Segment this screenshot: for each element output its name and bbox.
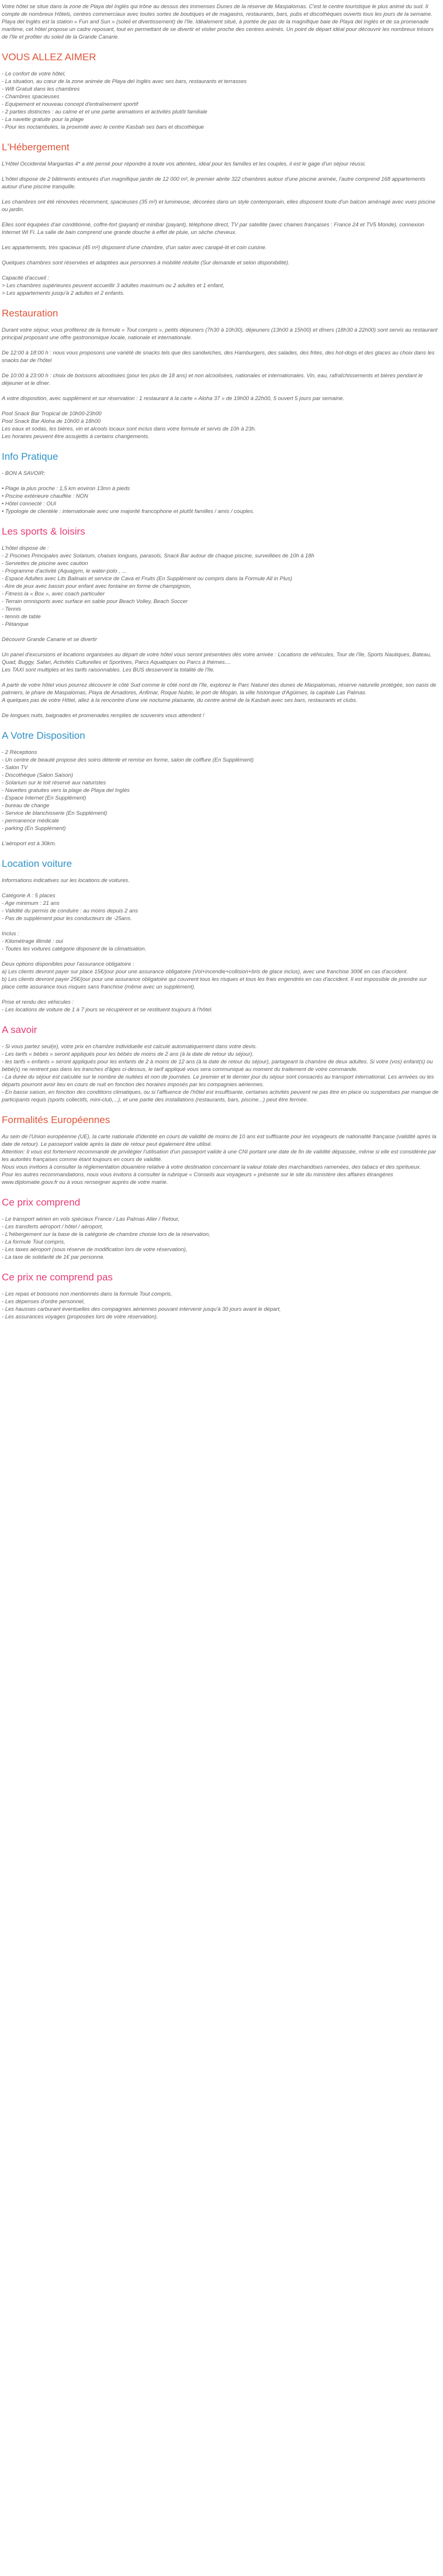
list-item: - Pour les noctambules, la proximité avec le centre Kasbah ses bars et discothèque: [2, 123, 205, 130]
list-item: - Les taxes aéroport (sous réserve de modification lors de votre réservation),: [2, 1246, 188, 1252]
list-item: - Un centre de beauté propose des soins détente et remise en forme, salon de coiffure (En Supplément): [2, 756, 254, 763]
location-voiture-paragraph: Deux options disponibles pour l'assurance obligatoire : a) Les clients devront payer sur place 15€/jour pour une assurance obligatoire (Vol+incendie+collision+bris de glace inclus), avec une franchise 300€ en cas d'accident. b) Les clients devront payer 25€/jour pour une assurance obligatoire qui couvrent tous les risques et tous les frais engendrés en cas d'accident. Il est impossible de prendre sur place cette assurance tous risques sans franchise (même avec un supplément).: [2, 960, 427, 990]
restauration-heading: Restauration: [2, 308, 58, 319]
formalites-heading: Formalités Européennes: [2, 1114, 110, 1125]
info-pratique-list: [2, 484, 439, 515]
location-voiture-paragraph: Inclus : - Kilométrage illimité : oui - Toutes les voitures catégorie disposent de la climatisation.: [2, 930, 147, 952]
list-item: - Le transport aérien en vols spéciaux France / Las Palmas Aller / Retour,: [2, 1215, 179, 1222]
list-item: - Serviettes de piscine avec caution: [2, 560, 88, 566]
restauration-paragraph: De 12:00 à 18:00 h : nous vous proposons une variété de snacks tels que des sandwiches, des Hamburgers, des salades, des frites, des hot-dogs et des glaces au choix dans les snacks bar de l'hôtel: [2, 349, 435, 363]
a-votre-disposition-heading: A Votre Disposition: [2, 730, 85, 741]
list-item: - tennis de table: [2, 613, 41, 619]
hebergement-paragraph: L'Hôtel Occidental Margaritas 4* a été pensé pour répondre à toute vos attentes, idéal pour les familles et les couples, il est le gage d'un séjour réussi.: [2, 160, 366, 167]
list-item: L'hôtel dispose de :: [2, 545, 49, 551]
restauration-paragraph: A votre disposition, avec supplément et sur réservation : 1 restaurant à la carte « Aloha 37 » de 19h00 à 22h00, 5 ouvert 5 jours par semaine.: [2, 395, 345, 401]
list-item: - La taxe de solidarité de 1€ par personne.: [2, 1253, 105, 1260]
list-item: - 2 parties distinctes : au calme et et une partie animations et activités plutôt familiale: [2, 108, 207, 115]
list-item: - Aire de jeux avec bassin pour enfant avec fontaine en forme de champignon,: [2, 583, 192, 589]
a-votre-disposition-list: [2, 748, 439, 832]
formalites-text: Au sein de l'Union européenne (UE), la carte nationale d'identité en cours de validité de moins de 10 ans est suffisante pour les voyageurs de nationalité française (validité après la date de retour). Le passeport valide après la date de retour peut également être utilisé. Attention: Il vous est fortement recommandé de privilégier l'utilisation d'un passeport valide à une CNI portant une date de fin de validité dépassée, même si elle est considérée par les autorités françaises comme étant toujours en cours de validité. Nous vous invitons à consulter la réglementation douanière relative à votre destination concernant la valeur totale des marchandises ramenées, des tabacs et des spiritueux. Pour les autres recommandations, nous vous invitons à consulter la rubrique « Conseils aux voyageurs » présente sur le site du ministère des affaires étrangères www.diplomatie.gouv.fr ou à vous renseigner auprès de votre mairie.: [2, 1133, 437, 1185]
hebergement-paragraph: Les chambres ont été rénovées récemment, spacieuses (35 m²) et lumineuse, décorées dans un style contemporain, elles disposent toute d'un balcon aménagé avec vues piscine ou jardin.: [2, 198, 435, 212]
list-item: • Plage la plus proche : 1,5 km environ 13mn à pieds: [2, 484, 439, 492]
list-item: • Typologie de clientèle : internationale avec une majorité francophone et plutôt familles / amis / couples.: [2, 507, 439, 515]
list-item: - Le confort de votre hôtel,: [2, 70, 66, 77]
list-item: • Hôtel connecté : OUI: [2, 500, 439, 507]
sports-loisirs-paragraph: Découvrir Grande Canarie et se divertir: [2, 636, 98, 642]
list-item: - Les repas et boissons non mentionnés dans la formule Tout compris,: [2, 1290, 172, 1297]
list-item: - Solarium sur le toit réservé aux naturistes: [2, 779, 106, 786]
list-item: - Les assurances voyages (proposées lors de votre réservation).: [2, 1313, 158, 1320]
list-item: - La situation, au cœur de la zone animée de Playa del Inglés avec ses bars, restaurants et terrasses: [2, 78, 247, 84]
location-voiture-paragraph: Prise et rendu des véhicules : - Les locations de voiture de 1 à 7 jours se récupèrent et se restituent toujours à l'hôtel.: [2, 998, 213, 1013]
list-item: - Pétanque: [2, 621, 29, 627]
list-item: - La navette gratuite pour la plage: [2, 116, 84, 122]
list-item: - Service de blanchisserie (En Supplément): [2, 810, 108, 816]
a-savoir-heading: A savoir: [2, 1024, 37, 1035]
list-item: - Salon TV: [2, 764, 28, 770]
location-voiture-paragraph: Catégorie A : 5 places - Age minimum : 21 ans - Validité du permis de conduire : au moins depuis 2 ans - Pas de supplément pour les conducteurs de -25ans.: [2, 892, 139, 921]
list-item: - Discothèque (Salon Saison): [2, 772, 73, 778]
vous-allez-aimer-list: [2, 70, 439, 130]
sports-loisirs-list: [2, 544, 439, 628]
hebergement-paragraph: Elles sont équipées d'air conditionné, coffre-fort (payant) et minibar (payant), téléphone direct, TV par satellite (avec chaines françaises : France 24 et TV5 Monde), connexion Internet Wi Fi. La salle de bain comprend une grande douche à effet de pluie, un sèche cheveux.: [2, 221, 425, 235]
sports-loisirs-paragraph: A partir de votre hôtel vous pourrez découvrir le côté Sud comme le côté nord de l'île, explorez le Parc Naturel des dunes de Maspalomas, réserve naturelle protégée, son oasis de palmiers, le phare de Maspalomas, Playa de Amadores, Anfimar, Roque Nublo, le port de Mogán, la ville historique d'Agüimes, la capitale Las Palmas. A quelques pas de votre Hôtel, allez à la rencontre d'une vie nocturne plaisante, du centre animé de la Kasbah avec ses bars, restaurants et clubs.: [2, 681, 437, 703]
list-item: - Fitness la « Box », avec coach particulier: [2, 590, 105, 597]
ce-prix-ne-comprend-pas-list: [2, 1290, 439, 1320]
hebergement-paragraph: L'hôtel dispose de 2 bâtiments entourés d'un magnifique jardin de 12 000 m², le premier abrite 322 chambres autour d'une piscine animée, l'autre comprend 168 appartements autour d'une piscine tranquille.: [2, 175, 425, 190]
ce-prix-comprend-heading: Ce prix comprend: [2, 1197, 81, 1208]
hebergement-paragraph: Les appartements, très spacieux (45 m²) disposent d'une chambre, d'un salon avec canapé-lit et coin cuisine.: [2, 244, 267, 250]
list-item: - Navettes gratuites vers la plage de Playa del Inglés: [2, 787, 130, 793]
list-item: - Wifi Gratuit dans les chambres: [2, 85, 80, 92]
info-pratique-heading: Info Pratique: [2, 451, 58, 462]
intro-paragraph: Votre hôtel se situe dans la zone de Playa del Inglés qui trône au dessus des immenses Dunes de la réserve de Maspalomas. C'est le centre touristique le plus animé du sud. Il compte de nombreux Hôtels, centres commerciaux avec toutes sortes de boutiques et de magasins, restaurants, bars, pubs et discothèques ouverts tous les jours de la semaine. Playa del Inglés est la station « Fun and Sun » (soleil et divertissement) de l'île. Idéalement situé, à portée de pas de la magnifique baie de Playa del Inglés et de sa promenade maritime, cet hôtel propose un cadre reposant, tout en permettant de se divertir et visiter proche des centres animés. Un point de départ idéal pour découvrir les nombreux trésors de l'île et profiter du soleil de la Grande Canarie.: [2, 3, 434, 40]
list-item: - La formule Tout compris,: [2, 1238, 65, 1245]
airport-distance: L'aéroport est à 30km.: [2, 840, 56, 846]
sports-loisirs-heading: Les sports & loisirs: [2, 526, 85, 537]
list-item: - Espace Adultes avec Lits Balinais et service de Cava et Fruits (En Supplément ou compris dans la Formule All in Plus): [2, 575, 292, 581]
list-item: - Les transferts aéroport / hôtel / aéroport,: [2, 1223, 103, 1230]
vous-allez-aimer-heading: VOUS ALLEZ AIMER: [2, 51, 96, 63]
list-item: - Les hausses carburant éventuelles des compagnies aériennes pouvant intervenir jusqu'à 30 jours avant le départ,: [2, 1306, 281, 1312]
list-item: - 2 Réceptions: [2, 749, 37, 755]
list-item: • Piscine extérieure chauffée : NON: [2, 492, 439, 500]
list-item: - Espace Internet (En Supplément): [2, 794, 86, 801]
restauration-paragraph: De 10:00 à 23:00 h : choix de boissons alcoolisées (pour les plus de 18 ans) et non alcoolisées, nationales et internationales. Vin, eau, rafraîchissements et bières pendant le déjeuner et le dîner.: [2, 372, 423, 386]
list-item: - L'hébergement sur la base de la catégorie de chambre choisie lors de la réservation,: [2, 1231, 210, 1237]
list-item: - Chambres spacieuses: [2, 93, 60, 99]
location-voiture-paragraph: Informations indicatives sur les locations de voitures.: [2, 877, 130, 883]
list-item: - parking (En Supplément): [2, 825, 66, 831]
list-item: - Les dépenses d'ordre personnel,: [2, 1298, 85, 1304]
list-item: - Equipement et nouveau concept d'entraînement sportif: [2, 101, 139, 107]
hebergement-capacity: Capacité d'accueil : > Les chambres supérieures peuvent accueillir 3 adultes maximum ou 2 adultes et 1 enfant, > Les appartements jusqu'à 2 adultes et 2 enfants.: [2, 274, 224, 296]
list-item: - 2 Piscines Principales avec Solarium, chaises longues, parasols, Snack Bar autour de chaque piscine, surveillées de 10h à 18h: [2, 552, 314, 559]
sports-loisirs-paragraph: De longues nuits, baignades et promenades remplies de souvenirs vous attendent !: [2, 712, 205, 718]
list-item: - Tennis: [2, 605, 22, 612]
restauration-paragraph: Durant votre séjour, vous profiterez de la formule « Tout compris », petits déjeuners (7h30 à 10h30), déjeuners (13h00 à 15h00) et dîners (18h30 à 22h00) sont servis au restaurant principal proposant une offre gastronomique locale, nationale et internationale.: [2, 326, 438, 340]
hebergement-heading: L'Hébergement: [2, 142, 70, 153]
ce-prix-comprend-list: [2, 1215, 439, 1261]
list-item: - permanence médicale: [2, 817, 59, 824]
list-item: - bureau de change: [2, 802, 50, 808]
hebergement-paragraph: Quelques chambres sont réservées et adaptées aux personnes à mobilité réduite (Sur demande et selon disponibilité).: [2, 259, 290, 266]
info-pratique-subtitle: - BON A SAVOIR:: [2, 470, 46, 476]
location-voiture-heading: Location voiture: [2, 858, 72, 869]
a-savoir-text: - Si vous partez seul(e), votre prix en chambre individuelle est calculé automatiquement dans votre devis. - Les tarifs « bébés » seront appliqués pour les bébés de moins de 2 ans (à la date de retour du séjour). - les tarifs « enfants » seront appliqués pour les enfants de 2 à moins de 12 ans (à la date de retour du séjour), partageant la chambre de deux adultes. Si votre (vos) enfant(s) ou bébé(s) ne rentrent pas dans les tranches d'âges ci-dessus, le tarif appliqué vous sera communiqué au moment du traitement de votre commande. - La durée du séjour est calculée sur le nombre de nuitées et non de journées. Le premier et le dernier jour du séjour sont consacrés au transport international. Les arrivées ou les départs pourront avoir lieu en cours de nuit en fonction des horaires imposés par les compagnies aériennes. - En basse saison, en fonction des conditions climatiques, ou si l'affluence de l'hôtel est insuffisante, certaines activités peuvent ne pas être en place ou suspendues par manque de participants requis (sports collectifs, mini-club,...), et une partie des installations (restaurants, bars, piscine...) peut être fermée.: [2, 1043, 439, 1103]
restauration-bars: Pool Snack Bar Tropical de 10h00-23h00 Pool Snack Bar Aloha de 10h00 à 18h00 Les eaux et sodas, les bières, vin et alcools locaux sont inclus dans votre formule et servis de 10h à 23h. Les horaires peuvent être assujettis à certains changements.: [2, 410, 257, 439]
list-item: - Programme d'activité (Aquagym, le water-polo , ...: [2, 567, 127, 574]
ce-prix-ne-comprend-pas-heading: Ce prix ne comprend pas: [2, 1272, 113, 1283]
sports-loisirs-paragraph: Un panel d'excursions et locations organisées au départ de votre hôtel vous seront présentées dès votre arrivée : Locations de véhicules, Tour de l'île, Sports Nautiques, Bateau, Quad, Buggy, Safari, Activités Culturelles et Sportives, Parcs Aquatiques ou Parcs à thèmes.... Les TAXI sont multiples et les tarifs raisonnables. Les BUS desservent la totalité de l'île.: [2, 651, 431, 673]
list-item: - Terrain omnisports avec surface en sable pour Beach Volley, Beach Soccer: [2, 598, 188, 604]
